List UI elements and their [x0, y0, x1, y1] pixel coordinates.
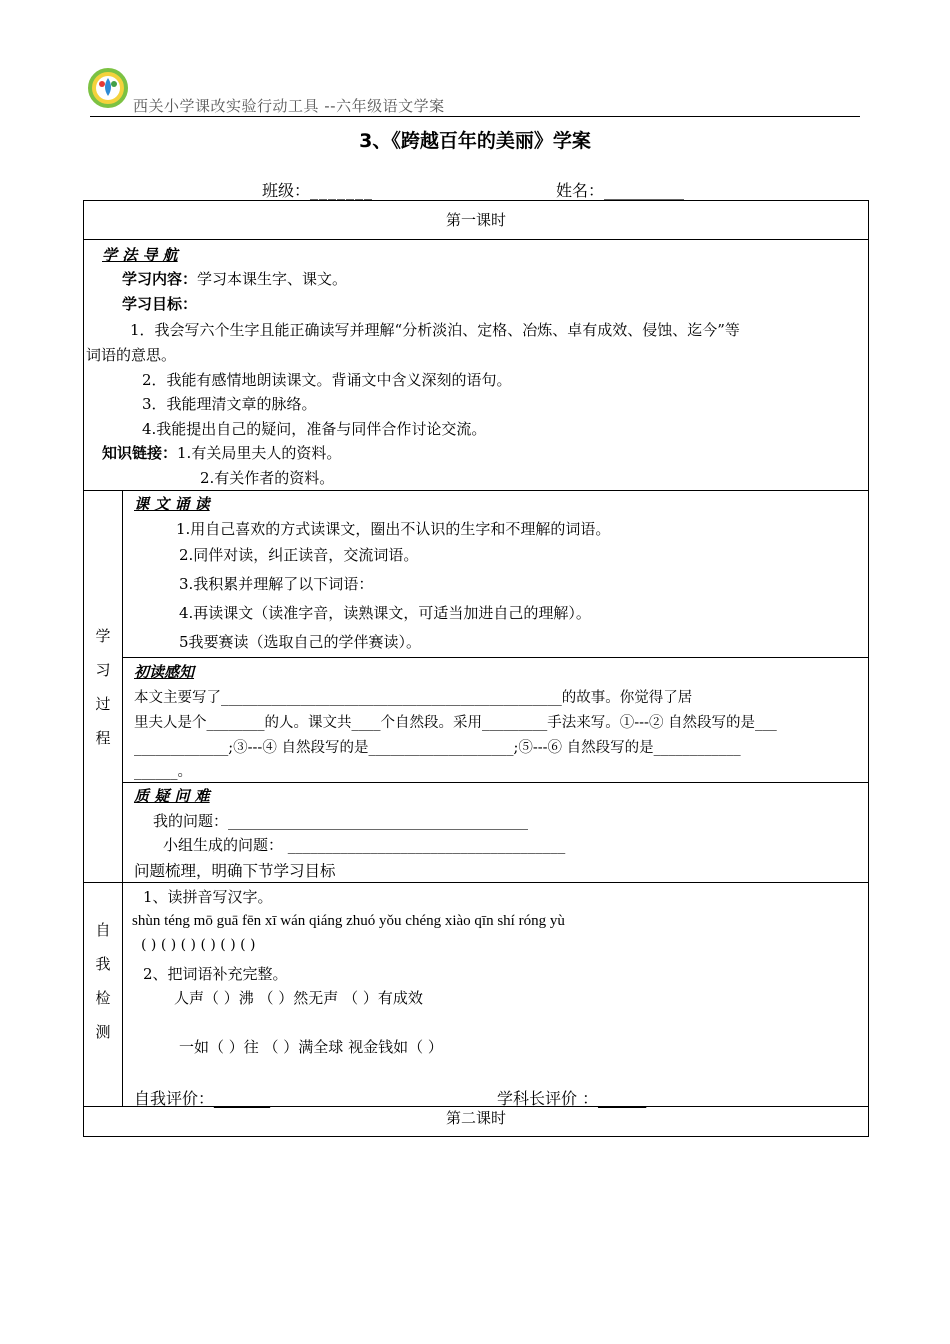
- question-1: 1、读拼音写汉字。: [143, 888, 273, 906]
- first-impression-title: 初读感知: [134, 663, 195, 681]
- first-impression-line: 里夫人是个________的人。课文共____个自然段。采用_________手法来写。①---② 自然段写的是___: [134, 715, 777, 731]
- self-evaluation: 自我评价：_______: [134, 1089, 271, 1108]
- pinyin-brackets: ( ) ( ) ( ) ( ) ( ) ( ): [141, 937, 256, 953]
- self-check-label: [84, 883, 123, 1107]
- process-label-char: 习: [95, 660, 111, 679]
- guide-title: 学 法 导 航: [102, 246, 178, 264]
- process-label-char: 程: [95, 728, 111, 747]
- name-label: 姓名：: [556, 181, 605, 200]
- page-title: 3、《跨越百年的美丽》学案: [359, 130, 591, 152]
- header-divider: [90, 116, 860, 117]
- reading-item: 2.同伴对读，纠正读音，交流词语。: [179, 546, 419, 564]
- first-impression-line: ______。: [134, 764, 192, 780]
- question-section: [123, 783, 869, 883]
- reading-item: 1.用自己喜欢的方式读课文，圈出不认识的生字和不理解的词语。: [176, 520, 611, 538]
- name-field: [556, 178, 684, 201]
- content-text: 学习本课生字、课文。: [197, 270, 348, 288]
- link-1: 1.有关局里夫人的资料。: [177, 444, 342, 462]
- goal-2: 2．我能有感情地朗读课文。背诵文中含义深刻的语句。: [142, 371, 512, 389]
- goal-1-line-b: 词语的意思。: [86, 346, 177, 364]
- self-check-section: [123, 883, 869, 1107]
- group-question: 小组生成的问题： _____________________________________: [163, 836, 566, 854]
- class-blank: _______: [310, 181, 374, 200]
- reading-item: 3.我积累并理解了以下词语：: [179, 575, 374, 593]
- links-label: 知识链接：: [102, 444, 178, 462]
- reading-item: 5我要赛读（选取自己的学伴赛读）。: [179, 633, 422, 651]
- content-row: [122, 268, 347, 289]
- self-check-label-char: 自: [95, 921, 111, 939]
- study-guide-section: [84, 240, 869, 491]
- words-line-2: 一如（ ）往 （ ）满全球 视金钱如（ ）: [179, 1038, 443, 1056]
- class-label: 班级：: [262, 181, 311, 200]
- goal-4: 4.我能提出自己的疑问，准备与同伴合作讨论交流。: [142, 420, 487, 438]
- worksheet-table: [83, 200, 869, 1137]
- process-label: [84, 491, 123, 883]
- self-check-label-char: 我: [95, 955, 111, 973]
- process-label-char: 学: [95, 626, 111, 645]
- header-text: 西关小学课改实验行动工具 --六年级语文学案: [133, 97, 445, 115]
- school-logo-icon: [88, 68, 128, 108]
- content-label: 学习内容：: [122, 270, 198, 288]
- leader-evaluation: 学科长评价 ：______: [497, 1089, 647, 1108]
- question-2: 2、把词语补充完整。: [143, 965, 288, 983]
- reading-title: 课 文 诵 读: [134, 495, 210, 513]
- words-line-1: 人声（ ）沸 （ ）然无声 （ ）有成效: [174, 989, 423, 1007]
- pinyin-line: shùn téng mō guā fēn xī wán qiáng zhuó yǒu chéng xiào qīn shí róng yù: [132, 913, 565, 929]
- first-impression-line: _____________;③---④ 自然段写的是____________________;⑤---⑥ 自然段写的是____________: [134, 740, 741, 756]
- goals-label: 学习目标：: [122, 295, 198, 313]
- goal-3: 3．我能理清文章的脉络。: [142, 395, 317, 413]
- self-check-label-char: 检: [95, 989, 111, 1007]
- summary: 问题梳理，明确下节学习目标: [134, 862, 336, 880]
- reading-section: [123, 491, 869, 658]
- links-row: [102, 442, 341, 463]
- question-title: 质 疑 问 难: [134, 787, 210, 805]
- link-2: 2.有关作者的资料。: [200, 469, 335, 487]
- process-label-char: 过: [95, 694, 111, 713]
- first-impression-line: 本文主要写了_______________________________________________的故事。你觉得了居: [134, 690, 693, 706]
- lesson1-heading: 第一课时: [84, 201, 869, 240]
- first-impression-section: [123, 658, 869, 783]
- name-blank: __________: [604, 181, 685, 200]
- lesson2-heading: 第二课时: [84, 1107, 869, 1137]
- class-field: [262, 178, 373, 201]
- my-question: 我的问题：________________________________________: [153, 812, 529, 830]
- reading-item: 4.再读课文（读准字音，读熟课文，可适当加进自己的理解）。: [179, 604, 591, 622]
- goal-1-line-a: 1．我会写六个生字且能正确读写并理解“分析淡泊、定格、冶炼、卓有成效、侵蚀、迄今”等: [130, 321, 740, 339]
- self-check-label-char: 测: [95, 1023, 111, 1041]
